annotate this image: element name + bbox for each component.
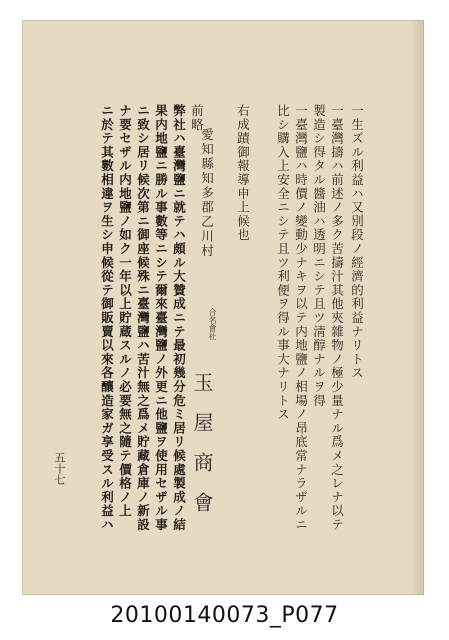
- text-column-3: 製造シ得タル醬油ハ透明ニシテ且ツ淸醇ナルヲ得: [311, 104, 327, 408]
- company-type-label: 合名會社: [208, 308, 217, 340]
- text-column-12: ナ要セザル内地鹽ノ如ク一年以上貯蔵スルノ必要無之隨テ價格ノ上: [117, 104, 133, 518]
- page-number: 五十七: [53, 452, 66, 485]
- document-page: [22, 20, 424, 595]
- text-column-10: 果内地鹽ニ勝ル事數等ニシテ爾來臺灣鹽ノ外更ニ他鹽ヲ使用セザル事: [153, 104, 169, 532]
- text-column-4: 一臺灣鹽ハ時價ノ變動少ナキヲ以テ内地鹽ノ相場ノ昂底常ナラザルニ: [293, 104, 309, 532]
- company-name: 玉屋商會: [190, 372, 214, 532]
- text-column-9: 弊社ハ臺灣鹽ニ就テハ頗ル大贊成ニテ最初幾分危ミ居リ候處製成ノ結: [171, 104, 187, 532]
- text-column-5: 比シ購入上安全ニシテ且ツ利便ヲ得ル事大ナリトス: [275, 104, 291, 422]
- address-column: 愛知縣知多郡乙川村: [199, 128, 215, 259]
- image-caption: 20100140073_P077: [110, 603, 339, 628]
- page-edge-shadow: [410, 20, 424, 595]
- text-column-11: ニ致シ居リ候次第ニ御座候殊ニ臺灣鹽ハ苦汁無之爲メ貯藏倉庫ノ新設: [135, 104, 151, 532]
- text-column-13: ニ於テ其數相違ヲ生シ申候從テ御販賣以來各釀造家ガ享受スル利益ハ: [99, 104, 115, 532]
- text-column-1: 一生ズル利益ハ又別段ノ經濟的利益ナリトス: [349, 104, 365, 380]
- salutation-column: 前略: [189, 104, 205, 132]
- text-column-2: 一臺灣擣ハ前述ノ多ク苦擣汁其他夾雜物ノ極少量ナル爲メ之レナ以テ: [329, 104, 345, 532]
- text-column-6: 右成蹟御報導申上候也: [235, 104, 251, 242]
